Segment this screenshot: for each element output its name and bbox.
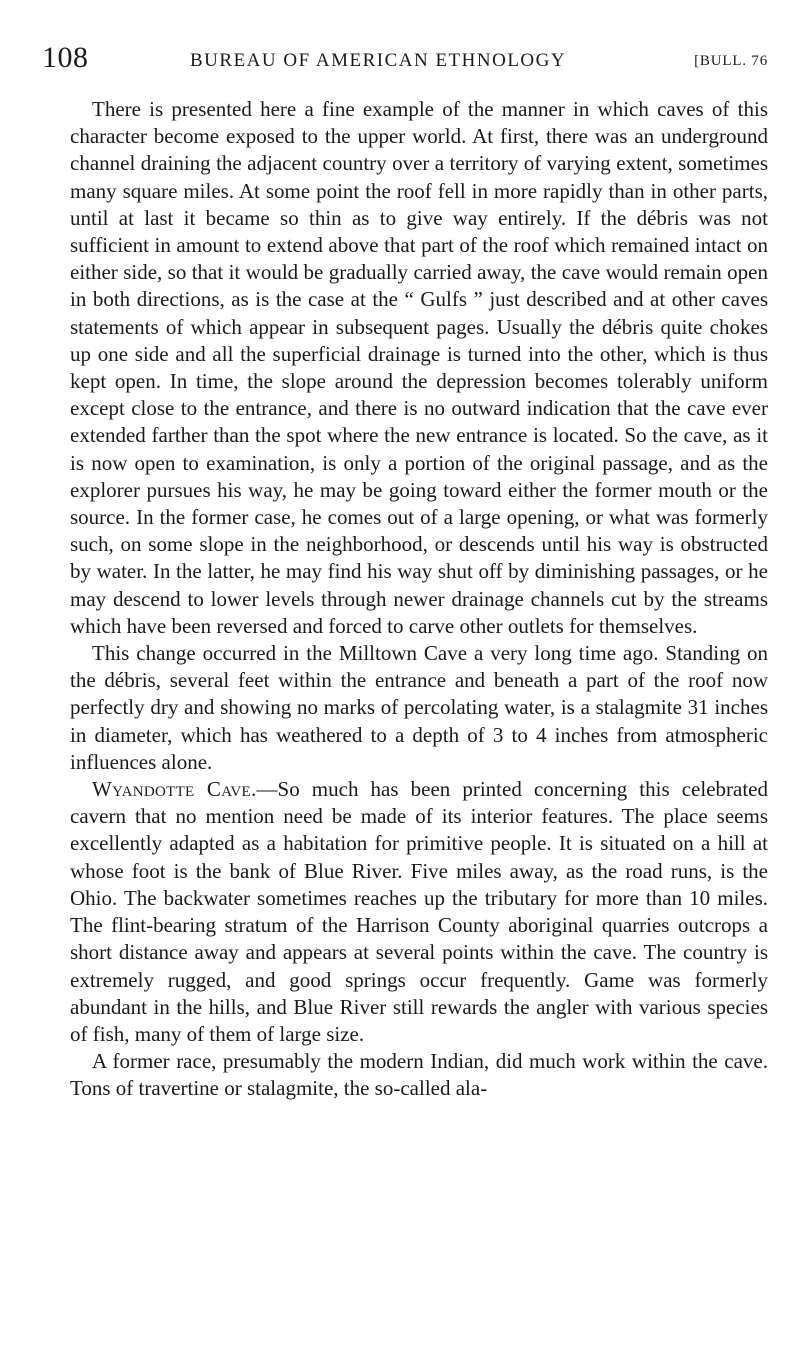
page-number: 108 [42, 41, 89, 74]
bulletin-number: [BULL. 76 [694, 53, 768, 69]
body-text [70, 96, 768, 1103]
paragraph [70, 776, 768, 1048]
paragraph: This change occurred in the Milltown Cave a very long time ago. Standing on the débris, several feet within the entrance and beneath a part of the roof now perfectly dry and showing no marks of percolating water, is a stalagmite 31 inches in diameter, which has weathered to a depth of 3 to 4 inches from atmospheric influences alone. [70, 641, 768, 774]
paragraph-text: —So much has been printed concerning this celebrated cavern that no mention need be made of its interior features. The place seems excellently adapted as a habitation for primitive people. It is situated on a hill at whose foot is the bank of Blue River. Five miles away, as the road runs, is the Ohio. The backwater sometimes reaches up the tributary for more than 10 miles. The flint-bearing stratum of the Harrison County aboriginal quarries outcrops a short distance away and appears at several points within the cave. The country is extremely rugged, and good springs occur frequently. Game was formerly abundant in the hills, and Blue River still rewards the angler with various species of fish, many of them of large size. [70, 777, 768, 1046]
paragraph: There is presented here a fine example of the manner in which caves of this character become exposed to the upper world. At first, there was an underground channel draining the adjacent country over a territory of varying extent, sometimes many square miles. At some point the roof fell in more rapidly than in other parts, until at last it became so thin as to give way entirely. If the débris was not sufficient in amount to extend above that part of the roof which remained intact on either side, so that it would be gradually carried away, the cave would remain open in both directions, as is the case at the “ Gulfs ” just described and at other caves statements of which appear in subsequent pages. Usually the débris quite chokes up one side and all the superficial drainage is turned into the other, which is thus kept open. In time, the slope around the depression becomes tolerably uniform except close to the entrance, and there is no outward indication that the cave ever extended farther than the spot where the new entrance is located. So the cave, as it is now open to examination, is only a portion of the original passage, and as the explorer pursues his way, he may be going toward either the former mouth or the source. In the former case, he comes out of a large opening, or what was formerly such, on some slope in the neighborhood, or descends until his way is obstructed by water. In the latter, he may find his way shut off by diminishing passages, or he may descend to lower levels through newer drainage channels cut by the streams which have been reversed and forced to carve other outlets for themselves. [70, 97, 768, 638]
section-heading-wyandotte-cave: Wyandotte Cave. [92, 777, 257, 802]
running-title: BUREAU OF AMERICAN ETHNOLOGY [190, 50, 567, 71]
running-header [42, 40, 768, 80]
paragraph: A former race, presumably the modern Indian, did much work within the cave. Tons of travertine or stalagmite, the so-called ala- [70, 1049, 768, 1101]
